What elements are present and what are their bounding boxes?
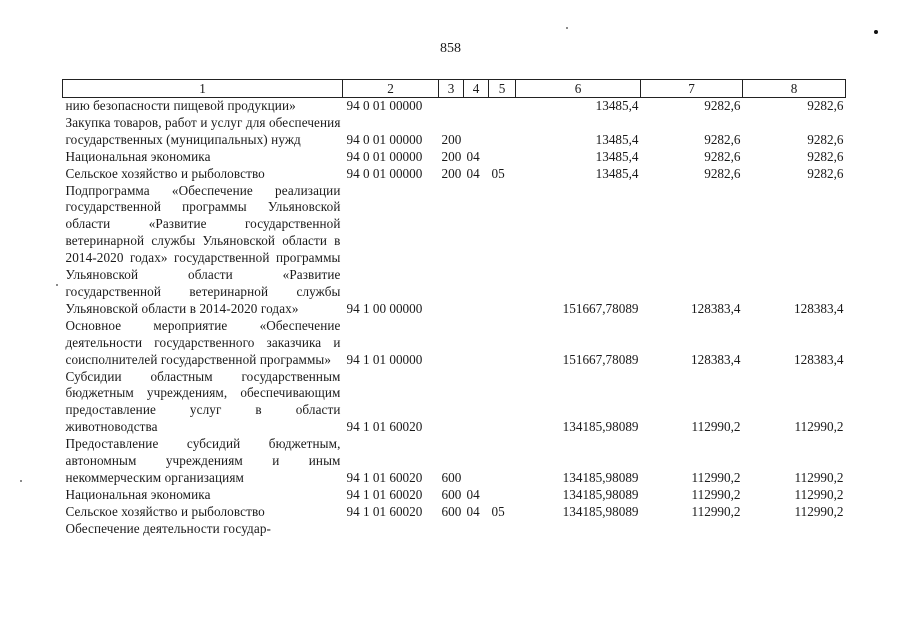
row-amount-col-8: 9282,6	[807, 98, 844, 113]
row-section: 04	[466, 503, 480, 519]
row-description: Субсидии областным государственным бюджетным учреждениям, обеспечивающим предоставление услуг в области животноводства	[65, 368, 341, 435]
row-expense-type	[439, 183, 464, 318]
row-description: Подпрограмма «Обеспечение реализации государственной программы Ульяновской области «Развитие государственной ветеринарной службы Ульяновской области в 2014-2020 годах» государственной программы Ульяновской области «Развитие государственной ветеринарной службы Ульяновской области в 2014-2020 годах»	[65, 182, 341, 316]
row-description: Национальная экономика	[65, 486, 211, 502]
row-section: 04	[466, 165, 480, 181]
row-amount-col-6: 134185,98089	[562, 486, 639, 502]
header-col-3: 3	[439, 80, 464, 98]
row-amount-col-8: 112990,2	[794, 419, 844, 435]
row-amount-col-6: 134185,98089	[562, 503, 639, 519]
row-amount-col-7: 9282,6	[704, 98, 741, 113]
table-row	[63, 166, 846, 183]
row-amount-col-6: 151667,78089	[562, 300, 639, 316]
table-row	[63, 369, 846, 437]
header-col-4: 4	[464, 80, 489, 98]
header-col-2: 2	[343, 80, 439, 98]
row-target-code: 94 1 01 00000	[346, 351, 423, 367]
row-amount-col-6: 13485,4	[595, 148, 639, 164]
scan-speck	[20, 480, 22, 482]
row-target-code	[343, 521, 439, 538]
row-amount-col-8: 128383,4	[794, 300, 844, 316]
row-amount-col-8: 9282,6	[807, 165, 844, 181]
row-description: Сельское хозяйство и рыболовство	[65, 503, 265, 519]
table-row	[63, 318, 846, 369]
row-amount-col-8: 9282,6	[807, 148, 844, 164]
row-amount-col-6: 134185,98089	[562, 419, 639, 435]
table-row	[63, 149, 846, 166]
row-subsection: 05	[491, 503, 505, 519]
row-subsection	[489, 318, 516, 369]
row-subsection	[489, 369, 516, 437]
table-row	[63, 436, 846, 487]
header-col-7: 7	[641, 80, 743, 98]
row-target-code: 94 0 01 00000	[346, 131, 423, 147]
row-expense-type: 600	[441, 486, 462, 502]
row-expense-type	[439, 318, 464, 369]
row-subsection	[489, 521, 516, 538]
row-amount-col-7: 128383,4	[691, 300, 741, 316]
row-target-code: 94 0 01 00000	[346, 148, 423, 164]
row-target-code: 94 0 01 00000	[346, 98, 423, 113]
table-row	[63, 504, 846, 521]
row-amount-col-6: 13485,4	[595, 131, 639, 147]
scan-speck	[56, 284, 58, 286]
row-amount-col-6	[516, 521, 641, 538]
row-description: нию безопасности пищевой продукции»	[65, 98, 296, 113]
row-amount-col-8: 112990,2	[794, 503, 844, 519]
row-amount-col-6: 13485,4	[595, 98, 639, 113]
row-section: 04	[466, 148, 480, 164]
row-expense-type	[439, 521, 464, 538]
row-expense-type: 200	[441, 131, 462, 147]
row-expense-type: 200	[441, 165, 462, 181]
table-row	[63, 521, 846, 538]
row-amount-col-6: 13485,4	[595, 165, 639, 181]
row-expense-type	[439, 369, 464, 437]
row-amount-col-8: 112990,2	[794, 486, 844, 502]
scan-dot-mark	[874, 30, 878, 34]
row-amount-col-6: 134185,98089	[562, 469, 639, 485]
row-amount-col-7	[641, 521, 743, 538]
row-target-code: 94 1 01 60020	[346, 419, 423, 435]
row-section	[464, 369, 489, 437]
row-amount-col-7: 128383,4	[691, 351, 741, 367]
row-amount-col-8: 128383,4	[794, 351, 844, 367]
header-col-8: 8	[743, 80, 846, 98]
row-amount-col-8	[743, 521, 846, 538]
row-expense-type: 600	[441, 503, 462, 519]
row-amount-col-7: 112990,2	[691, 419, 741, 435]
row-subsection	[489, 115, 516, 149]
row-amount-col-7: 9282,6	[704, 165, 741, 181]
table-row	[63, 115, 846, 149]
row-target-code: 94 0 01 00000	[346, 165, 423, 181]
row-subsection	[489, 98, 516, 115]
row-section	[464, 436, 489, 487]
row-description: Предоставление субсидий бюджетным, автономным учреждениям и иным некоммерческим организациям	[65, 436, 341, 485]
row-subsection	[489, 149, 516, 166]
row-amount-col-8: 9282,6	[807, 131, 844, 147]
row-target-code: 94 1 01 60020	[346, 469, 423, 485]
row-amount-col-7: 9282,6	[704, 131, 741, 147]
row-description: Закупка товаров, работ и услуг для обеспечения государственных (муниципальных) нужд	[65, 114, 341, 147]
row-description: Сельское хозяйство и рыболовство	[65, 165, 265, 181]
row-amount-col-7: 112990,2	[691, 469, 741, 485]
row-subsection	[489, 436, 516, 487]
table-row	[63, 98, 846, 115]
row-description: Обеспечение деятельности государ-	[65, 520, 272, 536]
row-subsection	[489, 183, 516, 318]
table-row	[63, 487, 846, 504]
row-expense-type: 200	[441, 148, 462, 164]
table-header-row	[63, 80, 846, 98]
row-amount-col-6: 151667,78089	[562, 351, 639, 367]
row-amount-col-7: 112990,2	[691, 503, 741, 519]
row-section	[464, 183, 489, 318]
header-col-5: 5	[489, 80, 516, 98]
budget-table	[62, 79, 846, 538]
header-col-6: 6	[516, 80, 641, 98]
row-section: 04	[466, 486, 480, 502]
page-number: 858	[440, 41, 461, 56]
row-target-code: 94 1 01 60020	[346, 503, 423, 519]
row-target-code: 94 1 01 60020	[346, 486, 423, 502]
row-target-code: 94 1 00 00000	[346, 300, 423, 316]
row-section	[464, 98, 489, 115]
row-amount-col-8: 112990,2	[794, 469, 844, 485]
row-subsection: 05	[491, 165, 505, 181]
row-section	[464, 115, 489, 149]
header-col-1: 1	[63, 80, 343, 98]
row-section	[464, 521, 489, 538]
row-expense-type	[439, 98, 464, 115]
row-subsection	[489, 487, 516, 504]
row-amount-col-7: 112990,2	[691, 486, 741, 502]
row-expense-type: 600	[441, 469, 462, 485]
row-section	[464, 318, 489, 369]
row-description: Основное мероприятие «Обеспечение деятельности государственного заказчика и соисполнителей государственной программы»	[65, 317, 341, 367]
scan-speck	[566, 27, 568, 29]
row-amount-col-7: 9282,6	[704, 148, 741, 164]
row-description: Национальная экономика	[65, 148, 211, 164]
table-row	[63, 183, 846, 318]
